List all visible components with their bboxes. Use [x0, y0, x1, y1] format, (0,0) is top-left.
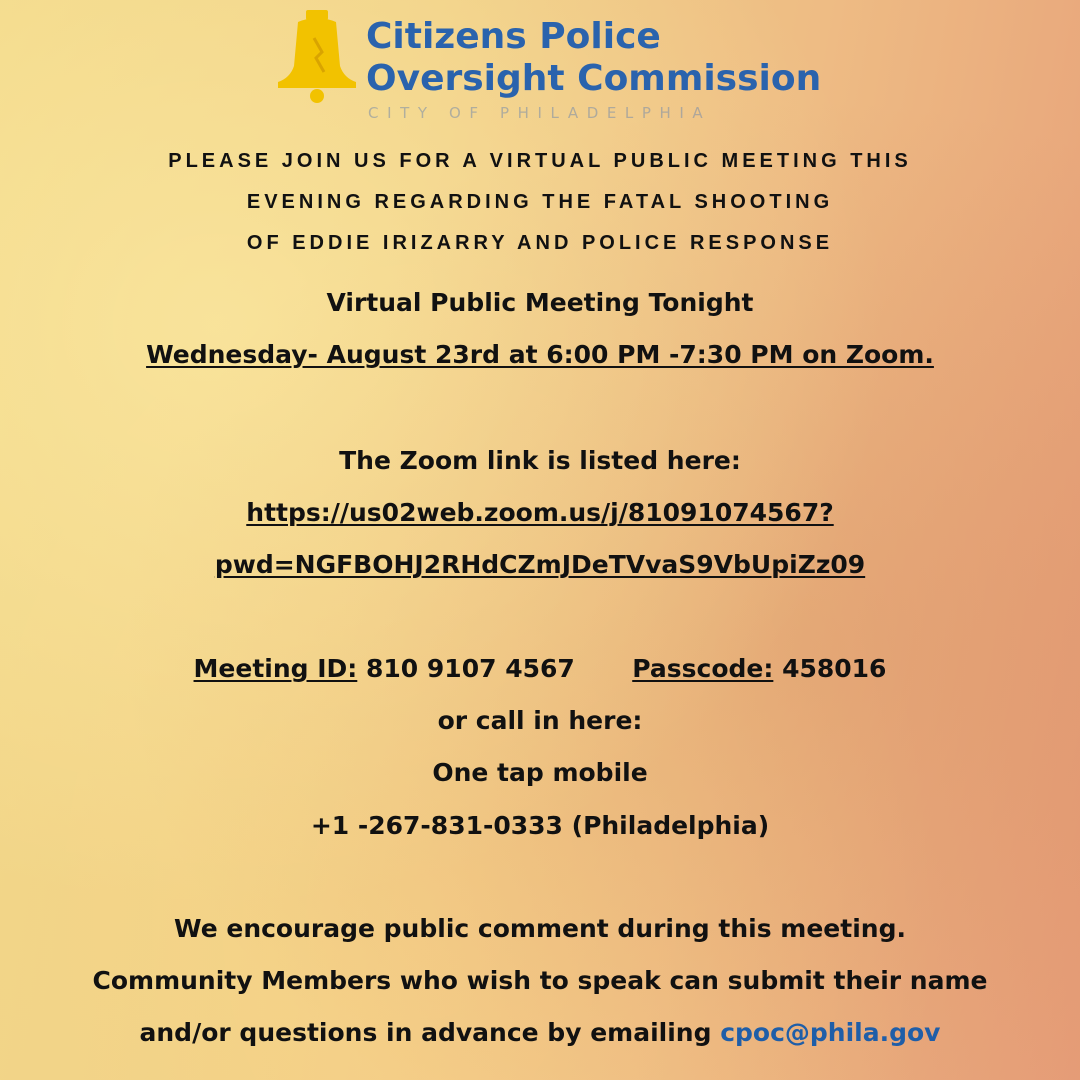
zoom-link-part-1[interactable]: https://us02web.zoom.us/j/81091074567? [246, 498, 834, 527]
headline-line-1: PLEASE JOIN US FOR A VIRTUAL PUBLIC MEETING THIS [168, 150, 912, 172]
zoom-link-line-1[interactable] [0, 498, 1080, 527]
meeting-id-value: 810 9107 4567 [366, 654, 575, 683]
logo-subtitle: CITY OF PHILADELPHIA [368, 104, 712, 122]
meeting-title: Virtual Public Meeting Tonight [326, 288, 754, 317]
passcode-label: Passcode: [632, 654, 774, 683]
liberty-bell-icon [270, 8, 360, 104]
call-in-text: or call in here: [437, 706, 643, 735]
footer-line-3-text: and/or questions in advance by emailing [139, 1018, 712, 1047]
footer-line-1: We encourage public comment during this meeting. [174, 914, 906, 943]
meeting-id-label: Meeting ID: [193, 654, 358, 683]
headline-line-2: EVENING REGARDING THE FATAL SHOOTING [246, 191, 834, 213]
meeting-datetime-text: Wednesday- August 23rd at 6:00 PM -7:30 PM on Zoom. [146, 340, 934, 369]
logo [270, 8, 830, 126]
zoom-intro: The Zoom link is listed here: [339, 446, 741, 475]
zoom-link-line-2[interactable] [0, 550, 1080, 579]
meeting-credentials [0, 654, 1080, 683]
email-link[interactable]: cpoc@phila.gov [720, 1018, 941, 1047]
one-tap-text: One tap mobile [432, 758, 648, 787]
footer-line-3 [0, 1018, 1080, 1047]
footer-line-2: Community Members who wish to speak can submit their name [92, 966, 988, 995]
logo-title-line1: Citizens Police [366, 16, 661, 57]
headline-line-3: OF EDDIE IRIZARRY AND POLICE RESPONSE [246, 232, 834, 254]
meeting-datetime [0, 340, 1080, 369]
zoom-link-part-2[interactable]: pwd=NGFBOHJ2RHdCZmJDeTVvaS9VbUpiZz09 [214, 550, 866, 579]
logo-title-line2: Oversight Commission [366, 58, 822, 99]
passcode-value: 458016 [782, 654, 887, 683]
phone-number: +1 -267-831-0333 (Philadelphia) [310, 811, 770, 840]
